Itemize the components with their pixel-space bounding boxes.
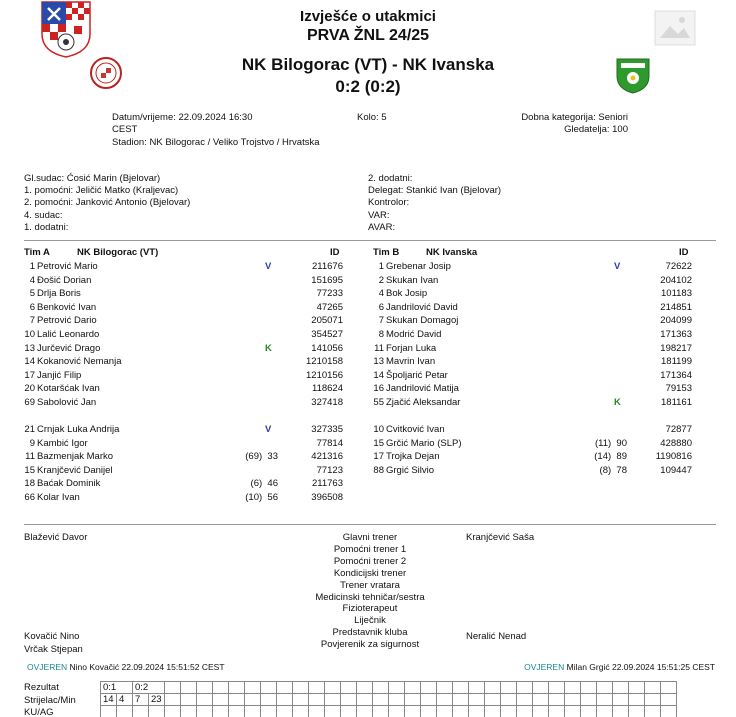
team-b-head-coach: Kranjčević Saša <box>466 532 535 543</box>
result-grid-cell <box>245 694 261 706</box>
player-number: 2 <box>378 274 384 286</box>
player-id: 47265 <box>316 301 343 313</box>
player-name: Jandrilović Matija <box>386 383 459 395</box>
player-name: Grgić Silvio <box>386 464 435 476</box>
row-label: Rezultat <box>24 682 59 693</box>
result-grid-cell <box>181 682 197 694</box>
player-id: 77123 <box>316 464 343 476</box>
player-id: 204099 <box>660 315 692 327</box>
result-grid-cell <box>325 682 341 694</box>
result-grid-cell: 0:1 <box>101 682 133 694</box>
player-id: 327418 <box>311 397 343 408</box>
player-number: 69 <box>24 397 35 408</box>
result-grid-cell <box>261 706 277 717</box>
player-number: 6 <box>29 301 35 313</box>
result-grid-cell <box>277 694 293 706</box>
result-grid-cell <box>581 682 597 694</box>
result-grid-cell <box>485 694 501 706</box>
result-grid-cell <box>501 706 517 717</box>
player-number: 14 <box>373 369 384 381</box>
result-grid-cell <box>501 682 517 694</box>
player-number: 11 <box>25 451 35 463</box>
player-id: 327335 <box>311 424 343 435</box>
league-name: PRVA ŽNL 24/25 <box>306 27 430 44</box>
player-id: 171363 <box>660 329 692 340</box>
result-grid-cell <box>373 694 389 706</box>
player-number: 14 <box>24 356 35 368</box>
player-number: 1 <box>378 261 384 272</box>
official-line: 1. dodatni: <box>24 221 69 233</box>
result-grid-row <box>101 694 677 706</box>
player-id: 171364 <box>660 369 692 381</box>
result-grid-cell <box>229 706 245 717</box>
result-grid-cell <box>213 694 229 706</box>
player-name: Grčić Mario (SLP) <box>386 437 462 449</box>
result-grid-cell <box>405 694 421 706</box>
result-grid-cell <box>533 682 549 694</box>
result-grid-cell <box>501 694 517 706</box>
player-number: 16 <box>373 383 384 395</box>
player-name: Mavrin Ivan <box>386 356 436 368</box>
player-number: 88 <box>373 464 384 476</box>
player-number: 6 <box>378 301 384 313</box>
player-number: 21 <box>24 424 35 435</box>
result-grid-cell <box>597 694 613 706</box>
team-b-name: NK Ivanska <box>426 247 478 258</box>
result-grid-cell <box>469 706 485 717</box>
captain-mark: K <box>265 342 272 354</box>
player-name: Cvitković Ivan <box>386 424 445 435</box>
result-grid-cell <box>309 682 325 694</box>
round: Kolo: 5 <box>357 112 387 123</box>
official-line: 1. pomoćni: Jeličić Matko (Kraljevac) <box>24 185 179 197</box>
goalkeeper-mark: V <box>265 261 272 272</box>
result-grid-row <box>101 682 677 694</box>
player-id: 421316 <box>311 451 343 463</box>
player-name: Jurčević Drago <box>37 342 101 354</box>
staff-roles <box>290 532 450 651</box>
result-grid-cell <box>165 706 181 717</box>
player-name: Drlja Boris <box>37 288 81 300</box>
player-number: 5 <box>29 288 35 300</box>
team-b-label: Tim B <box>373 247 400 258</box>
player-name: Petrović Mario <box>37 261 98 272</box>
result-grid-cell <box>549 682 565 694</box>
staff-role: Medicinski tehničar/sestra <box>315 591 425 603</box>
result-grid-cell <box>437 694 453 706</box>
official-line: AVAR: <box>368 221 396 233</box>
player-name: Sabolović Jan <box>37 397 97 408</box>
player-number: 4 <box>378 288 384 300</box>
result-grid-cell <box>101 706 117 717</box>
player-name: Đošić Dorian <box>37 274 92 286</box>
result-grid-row <box>101 706 677 717</box>
match-score: 0:2 (0:2) <box>335 77 401 96</box>
player-name: Kokanović Nemanja <box>37 356 122 368</box>
official-line: 4. sudac: <box>24 209 63 221</box>
result-grid-cell <box>181 706 197 717</box>
staff-role: Fizioterapeut <box>342 603 398 615</box>
player-id: 214851 <box>660 301 692 313</box>
result-grid-cell: 14 <box>101 694 117 706</box>
match-timezone: CEST <box>112 124 138 135</box>
result-grid-cell <box>197 682 213 694</box>
player-number: 18 <box>24 478 35 490</box>
player-number: 13 <box>24 342 35 354</box>
staff-role: Liječnik <box>354 615 386 627</box>
player-number: 20 <box>24 383 35 395</box>
player-number: 1 <box>29 261 35 272</box>
staff-role: Glavni trener <box>342 532 398 543</box>
result-grid-cell <box>565 694 581 706</box>
result-grid-cell <box>661 694 677 706</box>
result-grid-cell: 23 <box>149 694 165 706</box>
result-grid-cell <box>309 706 325 717</box>
officials-right <box>368 173 501 234</box>
result-grid-cell <box>453 682 469 694</box>
result-grid-cell <box>517 682 533 694</box>
player-id: 211676 <box>312 261 343 272</box>
result-grid-cell <box>613 694 629 706</box>
official-line: VAR: <box>368 209 390 221</box>
result-grid-cell <box>485 706 501 717</box>
result-grid-cell <box>341 694 357 706</box>
stadium: Stadion: NK Bilogorac / Veliko Trojstvo / Hrvatska <box>112 137 320 148</box>
player-name: Crnjak Luka Andrija <box>37 424 120 435</box>
player-number: 17 <box>24 369 35 381</box>
result-grid-cell <box>645 706 661 717</box>
result-grid-cell <box>437 682 453 694</box>
result-grid-cell <box>261 694 277 706</box>
player-id: 204102 <box>660 274 692 286</box>
result-grid-cell <box>437 706 453 717</box>
result-grid-cell <box>357 694 373 706</box>
player-id: 205071 <box>311 315 343 327</box>
verification-team-b <box>524 662 715 672</box>
result-grid-cell <box>549 694 565 706</box>
player-name: Špoljarić Petar <box>386 369 448 381</box>
staff-role: Povjerenik za sigurnost <box>320 639 420 651</box>
team-b-id-header: ID <box>679 247 689 258</box>
player-name: Skukan Domagoj <box>386 315 459 327</box>
player-id: 109447 <box>660 464 692 476</box>
result-grid-cell <box>517 694 533 706</box>
staff-role: Predstavnik kluba <box>332 627 408 639</box>
result-grid-cell <box>533 706 549 717</box>
result-grid-cell <box>389 706 405 717</box>
player-number: 7 <box>29 315 35 327</box>
player-id: 79153 <box>665 383 692 395</box>
result-grid-cell <box>421 694 437 706</box>
verified-tag: OVJEREN <box>27 662 68 672</box>
result-grid-cell <box>293 694 309 706</box>
player-name: Kranjčević Danijel <box>37 464 113 476</box>
result-grid-cell <box>581 706 597 717</box>
official-line: Gl.sudac: Ćosić Marin (Bjelovar) <box>24 173 161 184</box>
player-number: 7 <box>378 315 384 327</box>
substitution-info: (10) 56 <box>245 492 278 503</box>
player-number: 17 <box>373 451 384 463</box>
player-id: 151695 <box>311 274 343 286</box>
player-name: Jandrilović David <box>386 301 458 313</box>
result-grid-cell <box>245 706 261 717</box>
row-label: Strijelac/Min <box>24 694 76 706</box>
verification-team-a <box>27 662 225 672</box>
player-id: 181161 <box>661 397 692 408</box>
result-grid-cell <box>613 706 629 717</box>
result-grid-cell <box>549 706 565 717</box>
age-category: Dobna kategorija: Seniori <box>521 112 628 123</box>
player-id: 141056 <box>311 342 343 354</box>
team-a-club-rep: Kovačić Nino <box>24 631 80 642</box>
result-grid-cell <box>661 706 677 717</box>
result-grid-cell <box>405 682 421 694</box>
result-grid-cell <box>565 706 581 717</box>
result-grid-cell <box>165 682 181 694</box>
team-b-club-rep: Neralić Nenad <box>466 631 527 642</box>
team-a-name: NK Bilogorac (VT) <box>77 247 159 258</box>
player-name: Janjić Filip <box>37 369 82 381</box>
substitution-info: (11) 90 <box>594 437 627 449</box>
result-grid-cell <box>517 706 533 717</box>
substitution-info: (14) 89 <box>594 451 627 463</box>
official-line: 2. dodatni: <box>368 173 413 184</box>
result-grid-cell <box>597 682 613 694</box>
result-grid-cell <box>245 682 261 694</box>
result-grid-cell <box>613 682 629 694</box>
team-a-security-officer: Vrčak Stjepan <box>24 644 83 655</box>
result-grid-cell <box>293 682 309 694</box>
result-grid-cell <box>197 694 213 706</box>
result-grid-cell <box>389 682 405 694</box>
result-grid-cell <box>597 706 613 717</box>
player-number: 4 <box>29 274 35 286</box>
goalkeeper-mark: V <box>265 424 272 435</box>
match-title: NK Bilogorac (VT) - NK Ivanska <box>241 55 495 74</box>
official-line: 2. pomoćni: Janković Antonio (Bjelovar) <box>24 197 191 209</box>
player-id: 72877 <box>665 424 692 435</box>
result-grid-cell <box>629 682 645 694</box>
result-grid-cell <box>629 694 645 706</box>
result-grid-cell <box>373 682 389 694</box>
divider <box>24 240 716 241</box>
officials-left <box>24 173 190 234</box>
captain-mark: K <box>614 397 621 408</box>
result-grid-cell <box>405 706 421 717</box>
result-grid-cell <box>453 706 469 717</box>
player-name: Skukan Ivan <box>386 274 439 286</box>
result-grid-cell <box>325 694 341 706</box>
player-number: 15 <box>373 437 384 449</box>
result-grid-cell <box>421 706 437 717</box>
result-grid-cell <box>453 694 469 706</box>
result-grid-cell <box>341 706 357 717</box>
staff-role: Kondicijski trener <box>333 567 407 579</box>
player-name: Baćak Dominik <box>37 478 101 490</box>
spectators: Gledatelja: 100 <box>564 124 628 135</box>
player-name: Benković Ivan <box>37 301 97 313</box>
player-id: 181199 <box>661 356 692 368</box>
player-number: 10 <box>373 424 384 435</box>
player-name: Modrić David <box>386 329 442 340</box>
result-grid-cell: 7 <box>133 694 149 706</box>
result-grid-cell <box>533 694 549 706</box>
result-grid-cell <box>213 706 229 717</box>
result-grid-cell <box>293 706 309 717</box>
result-grid-cell: 4 <box>117 694 133 706</box>
result-grid-cell <box>357 706 373 717</box>
result-grid-cell <box>165 694 181 706</box>
player-number: 10 <box>24 329 35 340</box>
verified-text: Nino Kovačić 22.09.2024 15:51:52 CEST <box>69 662 225 672</box>
player-id: 428880 <box>660 437 692 449</box>
result-grid-cell <box>341 682 357 694</box>
result-grid-cell <box>277 682 293 694</box>
player-id: 118624 <box>312 383 343 395</box>
row-label: KU/AG <box>24 707 54 717</box>
result-grid-cell <box>325 706 341 717</box>
team-a-label: Tim A <box>24 247 50 258</box>
staff-role: Pomoćni trener 2 <box>333 555 407 567</box>
player-name: Kotaršćak Ivan <box>37 383 100 395</box>
divider <box>24 524 716 525</box>
result-grid-cell <box>629 706 645 717</box>
result-grid-cell <box>277 706 293 717</box>
result-grid-cell <box>389 694 405 706</box>
staff-role: Pomoćni trener 1 <box>333 543 407 555</box>
goalkeeper-mark: V <box>614 261 621 272</box>
result-grid-cell <box>357 682 373 694</box>
result-grid-cell <box>645 682 661 694</box>
player-name: Bazmenjak Marko <box>37 451 114 463</box>
player-id: 211763 <box>312 478 343 490</box>
result-grid-cell <box>229 694 245 706</box>
player-number: 13 <box>373 356 384 368</box>
official-line: Kontrolor: <box>368 197 410 209</box>
result-grid-cell <box>581 694 597 706</box>
result-grid-cell <box>149 706 165 717</box>
player-name: Lalić Leonardo <box>37 329 100 340</box>
result-grid-cell <box>421 682 437 694</box>
result-grid-cell <box>469 682 485 694</box>
verified-tag: OVJEREN <box>524 662 565 672</box>
result-grid-cell <box>309 694 325 706</box>
verified-text: Milan Grgić 22.09.2024 15:51:25 CEST <box>566 662 715 672</box>
team-a-head-coach: Blažević Davor <box>24 532 88 543</box>
player-name: Trojka Dejan <box>386 451 440 463</box>
result-grid-cell <box>469 694 485 706</box>
result-grid <box>100 681 677 717</box>
substitution-info: (8) 78 <box>599 464 627 476</box>
team-a-id-header: ID <box>330 247 340 258</box>
result-grid-cell <box>661 682 677 694</box>
substitution-info: (6) 46 <box>250 478 278 490</box>
player-name: Forjan Luka <box>386 342 437 354</box>
report-title: Izvješće o utakmici <box>300 8 436 25</box>
player-name: Zjačić Aleksandar <box>386 397 461 408</box>
player-name: Kambić Igor <box>37 437 88 449</box>
result-grid-cell <box>645 694 661 706</box>
result-grid-cell <box>485 682 501 694</box>
result-grid-cell <box>565 682 581 694</box>
player-id: 1210158 <box>306 356 343 368</box>
player-number: 15 <box>24 464 35 476</box>
player-id: 198217 <box>660 342 692 354</box>
player-name: Bok Josip <box>386 288 428 300</box>
player-id: 354527 <box>311 329 343 340</box>
player-id: 396508 <box>311 492 343 503</box>
player-id: 1190816 <box>655 451 692 463</box>
player-name: Grebenar Josip <box>386 261 451 272</box>
match-datetime: Datum/vrijeme: 22.09.2024 16:30 <box>112 112 253 123</box>
result-grid-cell <box>133 706 149 717</box>
player-number: 55 <box>373 397 384 408</box>
player-number: 8 <box>378 329 384 340</box>
player-id: 77814 <box>316 437 343 449</box>
player-number: 11 <box>374 342 384 354</box>
player-id: 101183 <box>661 288 692 300</box>
result-grid-cell <box>213 682 229 694</box>
result-grid-cell <box>117 706 133 717</box>
substitution-info: (69) 33 <box>245 451 278 463</box>
result-grid-cell <box>261 682 277 694</box>
player-name: Petrović Dario <box>37 315 97 327</box>
player-name: Kolar Ivan <box>37 492 80 503</box>
player-id: 1210156 <box>306 369 343 381</box>
player-id: 72622 <box>665 261 692 272</box>
result-grid-cell: 0:2 <box>133 682 165 694</box>
result-grid-cell <box>229 682 245 694</box>
result-row-labels <box>24 682 76 717</box>
staff-role: Trener vratara <box>340 579 400 591</box>
result-grid-cell <box>373 706 389 717</box>
result-grid-cell <box>181 694 197 706</box>
official-line: Delegat: Stankić Ivan (Bjelovar) <box>368 185 502 197</box>
player-number: 9 <box>29 437 35 449</box>
player-id: 77233 <box>316 288 343 300</box>
player-number: 66 <box>24 492 35 503</box>
result-grid-cell <box>197 706 213 717</box>
